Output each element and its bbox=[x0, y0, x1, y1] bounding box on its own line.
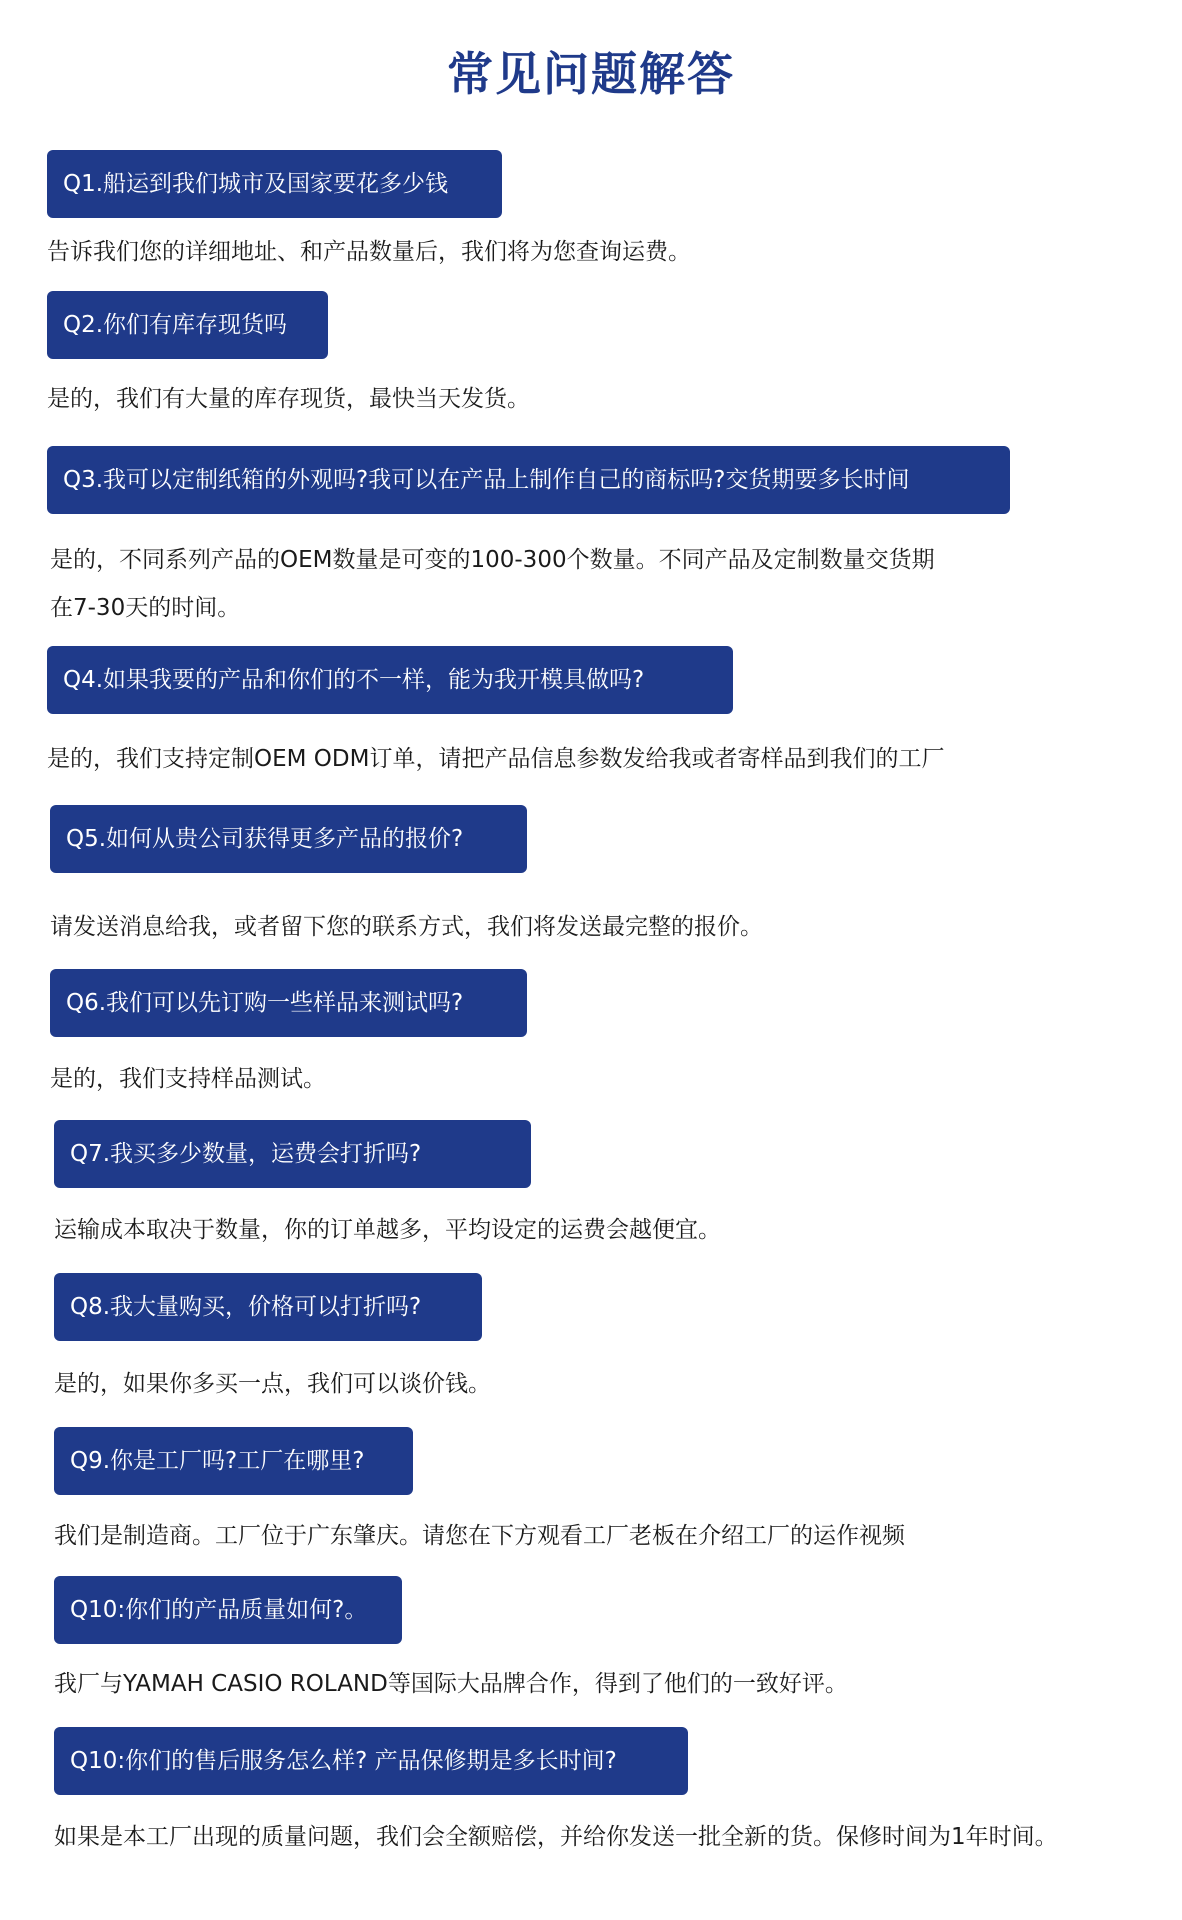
faq-answer-5: 请发送消息给我，或者留下您的联系方式，我们将发送最完整的报价。 bbox=[50, 914, 763, 940]
faq-answer-10: 我厂与YAMAH CASIO ROLAND等国际大品牌合作，得到了他们的一致好评。 bbox=[54, 1671, 848, 1697]
faq-question-4: Q4.如果我要的产品和你们的不一样，能为我开模具做吗? bbox=[47, 646, 733, 714]
faq-question-1: Q1.船运到我们城市及国家要花多少钱 bbox=[47, 150, 502, 218]
faq-question-9: Q9.你是工厂吗?工厂在哪里? bbox=[54, 1427, 413, 1495]
faq-answer-3-line-2: 在7-30天的时间。 bbox=[50, 595, 241, 621]
faq-question-3: Q3.我可以定制纸箱的外观吗?我可以在产品上制作自己的商标吗?交货期要多长时间 bbox=[47, 446, 1010, 514]
faq-question-6: Q6.我们可以先订购一些样品来测试吗? bbox=[50, 969, 527, 1037]
faq-question-10: Q10:你们的产品质量如何?。 bbox=[54, 1576, 402, 1644]
page-title: 常见问题解答 bbox=[447, 47, 735, 101]
faq-answer-2: 是的，我们有大量的库存现货，最快当天发货。 bbox=[47, 386, 530, 412]
faq-answer-1: 告诉我们您的详细地址、和产品数量后，我们将为您查询运费。 bbox=[47, 239, 691, 265]
faq-question-2: Q2.你们有库存现货吗 bbox=[47, 291, 328, 359]
faq-question-7: Q7.我买多少数量，运费会打折吗? bbox=[54, 1120, 531, 1188]
faq-answer-11: 如果是本工厂出现的质量问题，我们会全额赔偿，并给你发送一批全新的货。保修时间为1年时间。 bbox=[54, 1824, 1058, 1850]
faq-question-11: Q10:你们的售后服务怎么样? 产品保修期是多长时间? bbox=[54, 1727, 688, 1795]
faq-answer-3-line-1: 是的，不同系列产品的OEM数量是可变的100-300个数量。不同产品及定制数量交货期 bbox=[50, 547, 935, 573]
faq-answer-8: 是的，如果你多买一点，我们可以谈价钱。 bbox=[54, 1371, 491, 1397]
faq-answer-6: 是的，我们支持样品测试。 bbox=[50, 1066, 326, 1092]
faq-answer-7: 运输成本取决于数量，你的订单越多，平均设定的运费会越便宜。 bbox=[54, 1217, 721, 1243]
faq-question-8: Q8.我大量购买，价格可以打折吗? bbox=[54, 1273, 482, 1341]
faq-answer-9: 我们是制造商。工厂位于广东肇庆。请您在下方观看工厂老板在介绍工厂的运作视频 bbox=[54, 1523, 905, 1549]
faq-question-5: Q5.如何从贵公司获得更多产品的报价? bbox=[50, 805, 527, 873]
faq-answer-4: 是的，我们支持定制OEM ODM订单，请把产品信息参数发给我或者寄样品到我们的工厂 bbox=[47, 746, 945, 772]
